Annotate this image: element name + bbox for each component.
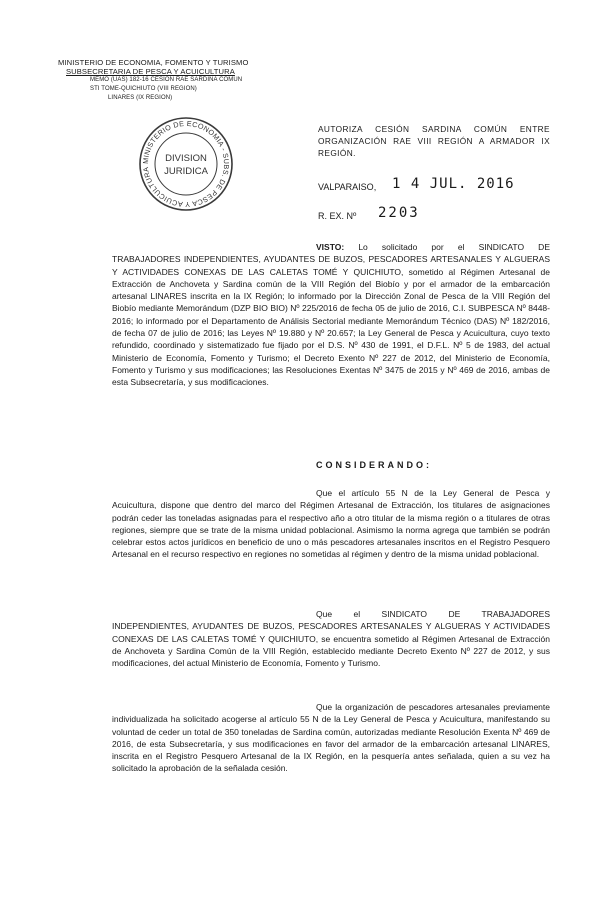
dateline: [318, 176, 558, 198]
visto-label: VISTO:: [316, 242, 345, 252]
juridical-division-stamp: [136, 114, 236, 214]
letterhead: [58, 58, 298, 103]
visto-text: Lo solicitado por el SINDICATO DE TRABAJADORES INDEPENDIENTES, AYUDANTES DE BUZOS, PESCADORES ARTESANALES Y ALGUERAS Y ACTIVIDADES CONEXAS DE LAS CALETAS TOMÉ Y QUICHIUTO, sometido al Régimen Artesanal de Extracción de Anchoveta y Sardina común de la VIII Región del Biobío y por el armador de la embarcación artesanal LINARES inscrita en la IX Región; lo informado por la Dirección Zonal de Pesca de la VIII Región del Biobío mediante Memorándum (DZP BIO BIO) Nº 225/2016 de fecha 05 de julio de 2016, C.I. SUBPESCA Nº 8448-2016; lo informado por el Departamento de Análisis Sectorial mediante Memorándum Técnico (DAS) Nº 182/2016, de fecha 07 de julio de 2016; las Leyes Nº 19.880 y Nº 20.657; la Ley General de Pesca y Acuicultura, cuyo texto refundido, coordinado y sistematizado fue fijado por el D.S. Nº 430 de 1991, el D.F.L. Nº 5 de 1983, del actual Ministerio de Economía, Fomento y Turismo; el Decreto Exento Nº 227 de 2012, del Ministerio de Economía, Fomento y Turismo y sus modificaciones; las Resoluciones Exentas Nº 3475 de 2015 y Nº 469 de 2016, ambas de esta Subsecretaría, y sus modificaciones.: [112, 242, 550, 388]
resolution-subject: AUTORIZA CESIÓN SARDINA COMÚN ENTRE ORGANIZACIÓN RAE VIII REGIÓN A ARMADOR IX REGIÓN.: [318, 124, 550, 158]
undersecretariat-name: SUBSECRETARIA DE PESCA Y ACUICULTURA: [66, 67, 235, 76]
stamp-center-line-2: JURIDICA: [164, 166, 208, 177]
stamp-outer-ring: [140, 118, 232, 210]
considerando-paragraph-2: Que el SINDICATO DE TRABAJADORES INDEPENDIENTES, AYUDANTES DE BUZOS, PESCADORES ARTESANALES Y ALGUERAS Y ACTIVIDADES CONEXAS DE LAS CALETAS TOMÉ Y QUICHIUTO, se encuentra sometido al Régimen Artesanal de Extracción de Anchoveta y Sardina Común de la VIII Región, establecido mediante Decreto Exento Nº 227 de 2012, y sus modificaciones, del actual Ministerio de Economía, Fomento y Turismo.: [112, 609, 550, 669]
destination-reference: LINARES (IX REGION): [108, 95, 173, 101]
stamp-center-line-1: DIVISION: [165, 153, 207, 164]
stamp-inner-ring: [155, 133, 217, 195]
memo-reference: MEMO (UAS) 182-16 CESION RAE SARDINA COMUN: [90, 77, 243, 83]
origin-reference: STI TOME-QUICHIUTO (VIII REGION): [90, 86, 197, 92]
resolution-number-line: [318, 205, 518, 227]
considerando-paragraph-3: Que la organización de pescadores artesanales previamente individualizada ha solicitado acogerse al artículo 55 N de la Ley General de Pesca y Acuicultura, manifestando su voluntad de ceder un total de 350 toneladas de Sardina común, autorizadas mediante Resolución Exenta Nº 469 de 2016, de esta Subsecretaría, y sus modificaciones en favor del armador de la embarcación artesanal LINARES, inscrita en el Registro Pesquero Artesanal de la IX Región, en la pesquería antes señalada, quien a su vez ha solicitado la aprobación de la señalada cesión.: [112, 702, 550, 774]
stamp-graphic: [136, 114, 236, 214]
stamped-date: 1 4 JUL. 2016: [392, 176, 515, 192]
considerando-paragraph-1: Que el artículo 55 N de la Ley General de Pesca y Acuicultura, dispone que dentro del marco del Régimen Artesanal de Extracción, los titulares de asignaciones podrán ceder las toneladas asignadas para el respectivo año a otro titular de la misma región o a titulares de otras regiones, siempre que se trate de la misma unidad poblacional. Asimismo la norma agrega que también se podrán celebrar estos actos jurídicos en beneficio de uno o más pescadores artesanales inscritos en el Registro Pesquero Artesanal en el recurso respectivo en regiones no sometidas al régimen y dentro de la misma unidad poblacional.: [112, 488, 550, 560]
visto-paragraph: [112, 241, 550, 389]
stamp-ring-text: MINISTERIO DE ECONOMIA - SUBS. DE PESCA Y ACUICULTURA: [140, 118, 232, 210]
resolution-number: 2203: [378, 205, 420, 221]
ministry-name: MINISTERIO DE ECONOMIA, FOMENTO Y TURISMO: [58, 58, 249, 67]
city-label: VALPARAISO,: [318, 182, 377, 192]
considerando-heading: CONSIDERANDO:: [316, 460, 433, 470]
resolution-label: R. EX. Nº: [318, 211, 357, 221]
